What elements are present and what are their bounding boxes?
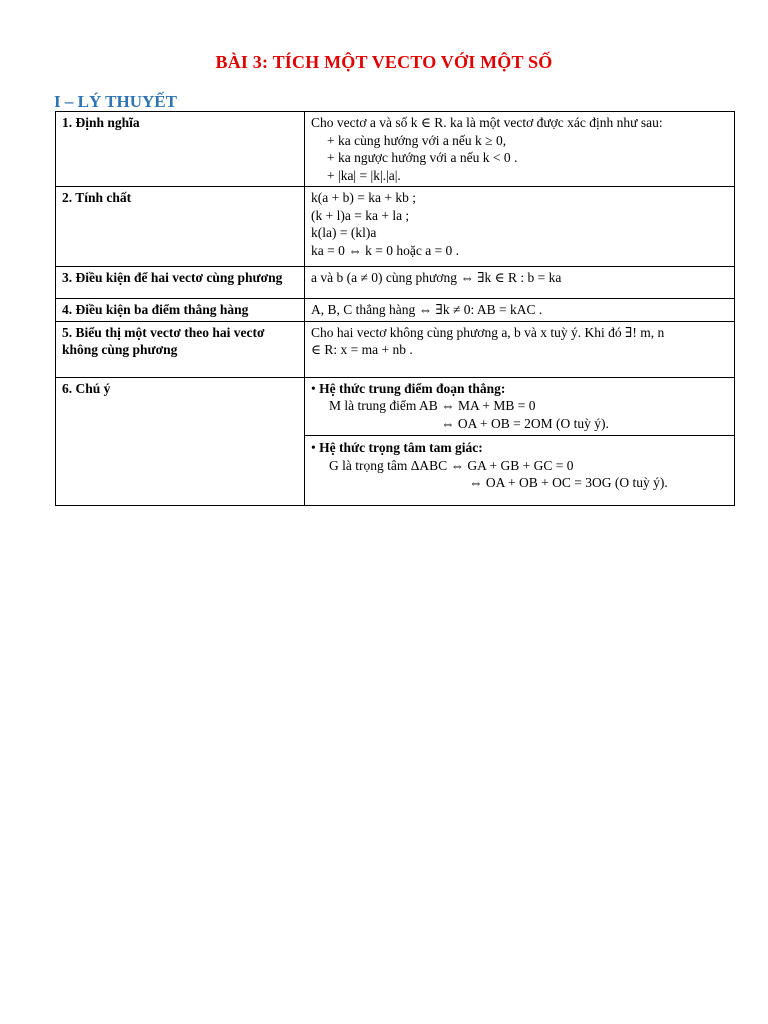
bullet-heading-text: Hệ thức trọng tâm tam giác: bbox=[319, 440, 483, 456]
math-line: G là trọng tâm ΔABC ⇔ GA + GB + GC = 0 bbox=[329, 457, 574, 473]
row-content bbox=[305, 321, 735, 377]
math-line: A, B, C thẳng hàng ⇔ ∃k ≠ 0: AB = kAC . bbox=[311, 302, 543, 318]
math-line: Cho hai vectơ không cùng phương a, b và x tuỳ ý. Khi đó ∃! m, n bbox=[311, 324, 665, 340]
table-row bbox=[56, 187, 735, 267]
table-row bbox=[56, 112, 735, 187]
table-row bbox=[56, 321, 735, 377]
row-label: 1. Định nghĩa bbox=[56, 112, 305, 187]
math-line: Cho vectơ a và số k ∈ R. ka là một vectơ được xác định như sau: bbox=[311, 115, 663, 130]
math-line: k(a + b) = ka + kb ; bbox=[311, 190, 416, 206]
row-content bbox=[305, 299, 735, 322]
row-content bbox=[305, 377, 735, 505]
row-content bbox=[305, 187, 735, 267]
math-line: ka = 0 ⇔ k = 0 hoặc a = 0 . bbox=[311, 242, 460, 258]
bullet-icon: • bbox=[311, 380, 316, 396]
math-line: M là trung điểm AB ⇔ MA + MB = 0 bbox=[329, 398, 536, 414]
table-row bbox=[56, 377, 735, 505]
divider bbox=[305, 435, 734, 436]
theory-table bbox=[55, 111, 735, 506]
math-line: + |ka| = |k|.|a|. bbox=[327, 167, 401, 183]
section-heading: I – LÝ THUYẾT bbox=[54, 92, 177, 111]
bullet-heading bbox=[311, 439, 728, 457]
math-line: ⇔ OA + OB + OC = 3OG (O tuỳ ý). bbox=[469, 475, 668, 491]
math-line: + ka ngược hướng với a nếu k < 0 . bbox=[327, 150, 518, 166]
page-title: BÀI 3: TÍCH MỘT VECTO VỚI MỘT SỐ bbox=[215, 52, 553, 72]
table-row bbox=[56, 267, 735, 299]
math-line: k(la) = (kl)a bbox=[311, 225, 377, 241]
bullet-heading-text: Hệ thức trung điểm đoạn thẳng: bbox=[319, 380, 506, 396]
table-row bbox=[56, 299, 735, 322]
math-line: (k + l)a = ka + la ; bbox=[311, 207, 410, 223]
bullet-icon: • bbox=[311, 440, 316, 456]
math-line: a và b (a ≠ 0) cùng phương ⇔ ∃k ∈ R : b = ka bbox=[311, 270, 562, 286]
math-line: ∈ R: x = ma + nb . bbox=[311, 342, 413, 358]
row-content bbox=[305, 112, 735, 187]
row-label: 5. Biểu thị một vectơ theo hai vectơ không cùng phương bbox=[56, 321, 305, 377]
row-label: 4. Điều kiện ba điểm thẳng hàng bbox=[56, 299, 305, 322]
row-label: 2. Tính chất bbox=[56, 187, 305, 267]
row-label: 3. Điều kiện để hai vectơ cùng phương bbox=[56, 267, 305, 299]
math-line: + ka cùng hướng với a nếu k ≥ 0, bbox=[327, 132, 507, 148]
math-line: ⇔ OA + OB = 2OM (O tuỳ ý). bbox=[441, 415, 609, 431]
bullet-heading bbox=[311, 380, 728, 398]
row-content bbox=[305, 267, 735, 299]
row-label: 6. Chú ý bbox=[56, 377, 305, 505]
